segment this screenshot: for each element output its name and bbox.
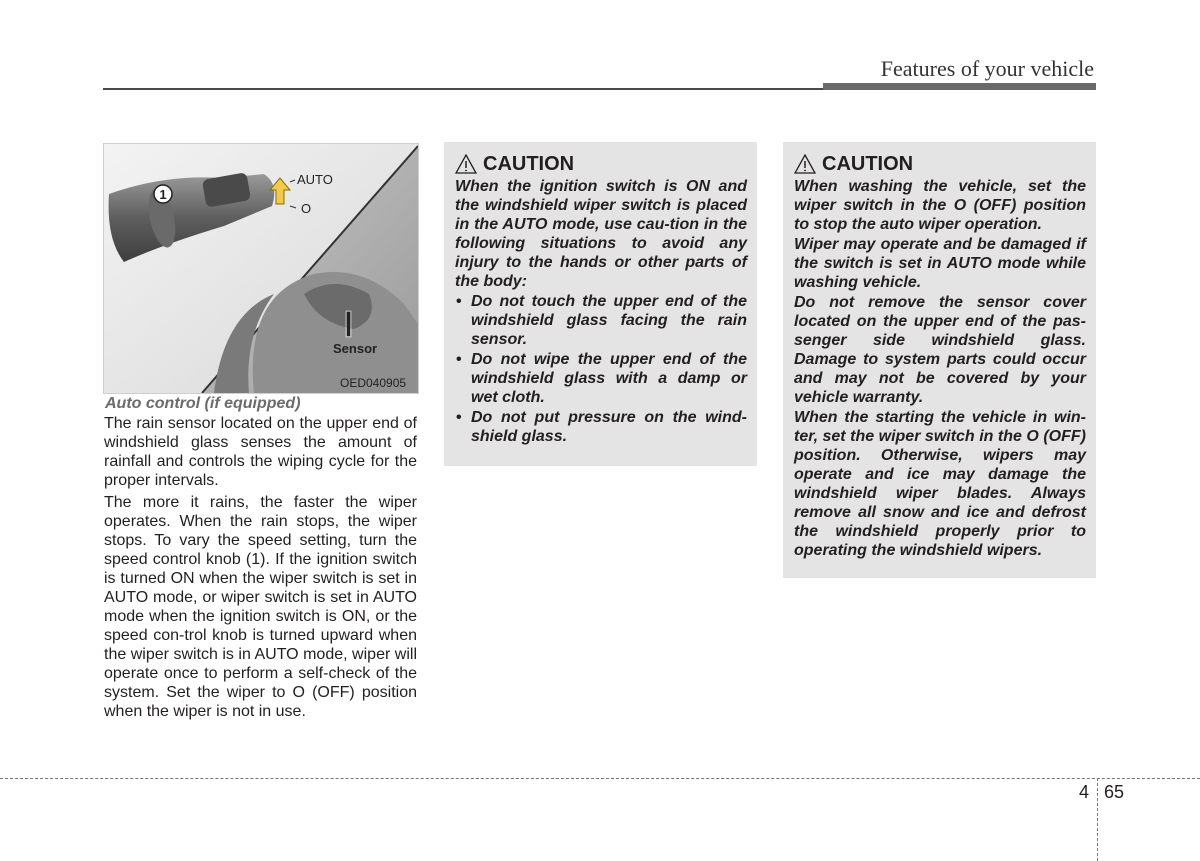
caution-paragraph: Wiper may operate and be damaged if the switch is set in AUTO mode while washing vehicle. xyxy=(794,236,1086,291)
body-text xyxy=(104,414,417,724)
caution-title-text: CAUTION xyxy=(483,152,575,175)
chapter-number: 4 xyxy=(1079,782,1090,802)
caution-paragraph: Do not remove the sensor cover located on the upper end of the pas-senger side windshield glass. Damage to system parts could occur and may not be covered by your vehicle warranty. xyxy=(794,294,1086,406)
wiper-switch-illustration xyxy=(103,143,419,394)
caution-title xyxy=(455,152,747,176)
off-position-label: O xyxy=(301,201,312,216)
caution-title xyxy=(794,152,1086,176)
caution-title-text: CAUTION xyxy=(822,152,914,175)
caution-paragraph: When washing the vehicle, set the wiper switch in the O (OFF) position to stop the auto wiper operation. xyxy=(794,178,1086,233)
caution-paragraph: When the starting the vehicle in win-ter, set the wiper switch in the O (OFF) position. Otherwise, wipers may operate and ice may damage the windshield wiper blades. Always remove all snow and ice and defrost the windshield properly prior to operating the windshield wipers. xyxy=(794,409,1086,559)
knob-number-label: 1 xyxy=(159,187,167,202)
warning-icon xyxy=(794,154,816,174)
caution-text xyxy=(455,177,747,446)
caution-bullet: • Do not put pressure on the wind-shield glass. xyxy=(455,408,747,446)
caution-bullet: • Do not touch the upper end of the windshield glass facing the rain sensor. xyxy=(455,292,747,349)
caution-text xyxy=(794,177,1086,560)
body-paragraph: The more it rains, the faster the wiper operates. When the rain stops, the wiper stops. To vary the speed setting, turn the speed control knob (1). If the ignition switch is turned ON when the wiper switch is set in AUTO mode, or wiper switch is set in AUTO mode when the ignition switch is ON, or the speed con-trol knob is turned upward when the wiper switch is in AUTO mode, wiper will operate once to perform a self-check of the system. Set the wiper to O (OFF) position when the wiper is not in use. xyxy=(104,494,417,720)
caution-bullet: • Do not wipe the upper end of the windshield glass with a damp or wet cloth. xyxy=(455,350,747,407)
header-rule-accent xyxy=(823,83,1096,90)
figure-caption: Auto control (if equipped) xyxy=(105,395,301,412)
body-paragraph: The rain sensor located on the upper end of windshield glass senses the amount of rainfall and controls the wiping cycle for the proper intervals. xyxy=(104,415,417,489)
sensor-label: Sensor xyxy=(333,341,378,356)
caution-box-ignition xyxy=(444,142,757,466)
footer-rule xyxy=(0,778,1200,779)
caution-box-washing xyxy=(783,142,1096,578)
warning-icon xyxy=(455,154,477,174)
footer-divider xyxy=(1097,778,1098,861)
figure-code: OED040905 xyxy=(340,376,407,390)
caution-intro: When the ignition switch is ON and the windshield wiper switch is placed in the AUTO mode, use cau-tion in the following situations to avoid any injury to the hands or other parts of the body: xyxy=(455,178,747,290)
header-rule xyxy=(103,88,823,90)
caution-bullet-list xyxy=(455,292,747,446)
page-header-title: Features of your vehicle xyxy=(880,56,1094,81)
auto-position-label: AUTO xyxy=(297,172,333,187)
page-number: 65 xyxy=(1104,782,1125,802)
